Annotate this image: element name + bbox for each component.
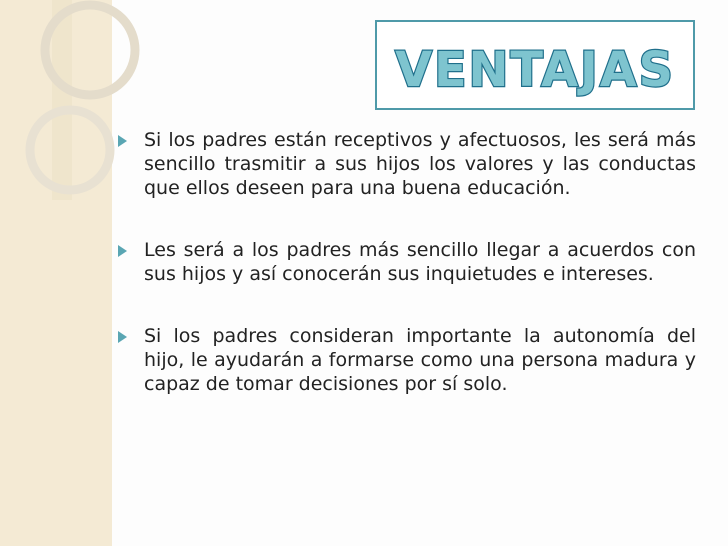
bullet-arrow-icon xyxy=(118,245,127,257)
bullet-arrow-icon xyxy=(118,135,127,147)
bullet-arrow-icon xyxy=(118,331,127,343)
list-item xyxy=(118,128,696,200)
bullet-text: Si los padres están receptivos y afectuosos, les será más sencillo trasmitir a sus hijos los valores y las conductas que ellos deseen para una buena educación. xyxy=(144,129,696,199)
bullet-text: Les será a los padres más sencillo llegar a acuerdos con sus hijos y así conocerán sus inquietudes e intereses. xyxy=(144,239,696,285)
page-title xyxy=(377,22,693,108)
list-item xyxy=(118,238,696,286)
title-text: VENTAJAS xyxy=(395,43,675,99)
title-box xyxy=(375,20,695,110)
list-item xyxy=(118,324,696,396)
bullet-list xyxy=(118,128,696,434)
bullet-text: Si los padres consideran importante la autonomía del hijo, le ayudarán a formarse como una persona madura y capaz de tomar decisiones por sí solo. xyxy=(144,325,696,395)
